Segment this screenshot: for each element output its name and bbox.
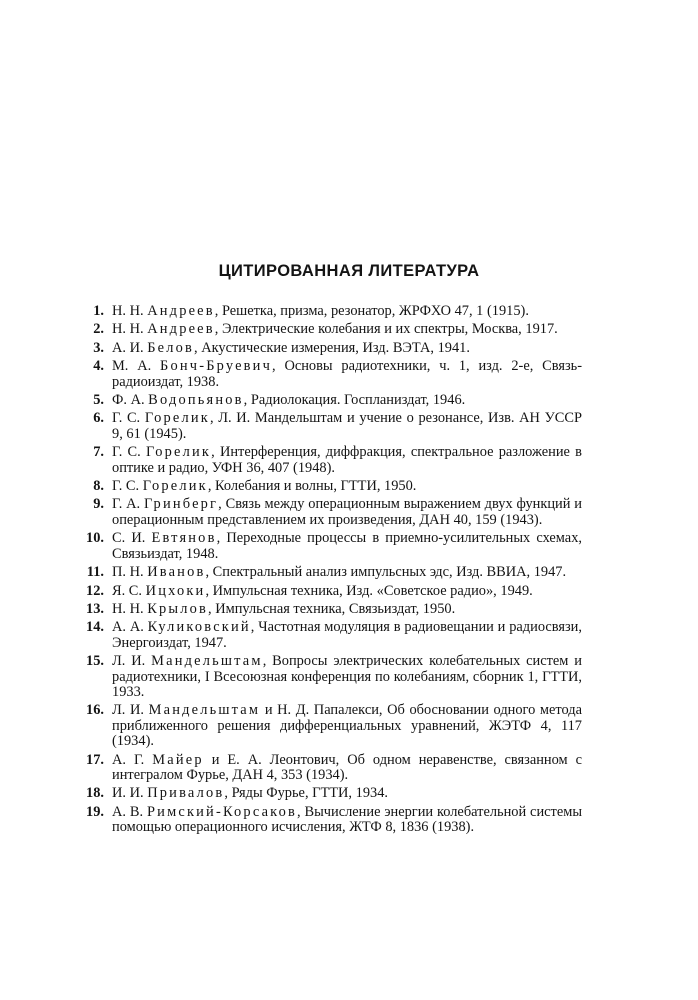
reference-author-initials: Г. А. [112, 496, 141, 513]
reference-author-initials: Г. С. [112, 444, 141, 461]
reference-item [80, 654, 582, 700]
reference-item [80, 565, 582, 580]
reference-number: 12. [86, 582, 104, 599]
reference-list [80, 304, 582, 839]
reference-author-initials: Л. И. [112, 653, 146, 670]
reference-number: 17. [86, 751, 104, 768]
reference-author-initials: А. В. [112, 803, 144, 820]
reference-text: , Основы радиотехники, ч. 1, изд. 2-е, Связь-радиоиздат, 1938. [112, 358, 582, 390]
reference-number: 8. [93, 478, 104, 495]
reference-text: , Вычисление энергии колебательной системы помощью операционного исчисления, ЖТФ 8, 1836 (1938). [112, 803, 582, 836]
reference-item [80, 359, 582, 390]
reference-author-surname: Римский-Корсаков [146, 803, 298, 820]
reference-author-surname: Андреев [147, 321, 215, 338]
reference-number: 15. [86, 653, 104, 670]
reference-item [80, 786, 582, 801]
reference-number: 1. [93, 303, 104, 319]
reference-text: и Н. Д. Папалекси, Об обосновании одного метода приближенного решения дифференциальных уравнений, ЖЭТФ 4, 117 (1934). [112, 702, 582, 750]
reference-author-initials: Н. Н. [112, 321, 144, 338]
reference-number: 16. [86, 702, 104, 719]
reference-text: , Решетка, призма, резонатор, ЖРФХО 47, 1 (1915). [214, 303, 529, 319]
reference-item [80, 584, 582, 599]
reference-author-surname: Куликовский [147, 619, 251, 636]
reference-item [80, 341, 582, 356]
reference-author-initials: И. И. [112, 785, 144, 802]
reference-author-surname: Водопьянов [148, 392, 244, 409]
reference-text: , Интерференция, диффракция, спектральное разложение в оптике и радио, УФН 36, 407 (1948). [112, 444, 582, 476]
reference-author-surname: Гринберг [143, 496, 219, 513]
reference-number: 5. [93, 392, 104, 409]
reference-author-surname: Горелик [144, 410, 210, 427]
reference-author-surname: Андреев [147, 303, 215, 319]
reference-text: , Ряды Фурье, ГТТИ, 1934. [224, 785, 389, 802]
reference-author-surname: Евтянов [151, 530, 217, 547]
reference-item [80, 602, 582, 617]
reference-text: , Электрические колебания и их спектры, Москва, 1917. [214, 321, 558, 338]
reference-text: , Л. И. Мандельштам и учение о резонансе, Изв. АН УССР 9, 61 (1945). [112, 410, 582, 442]
reference-author-surname: Белов [147, 339, 195, 356]
reference-number: 18. [86, 785, 104, 802]
reference-author-surname: Иванов [147, 564, 206, 581]
reference-number: 11. [86, 564, 104, 581]
reference-item [80, 497, 582, 528]
reference-author-initials: П. Н. [112, 564, 144, 581]
reference-author-initials: А. Г. [112, 751, 145, 768]
reference-author-surname: Мандельштам [151, 653, 263, 670]
reference-author-initials: А. А. [112, 619, 144, 636]
reference-author-surname: Горелик [142, 478, 208, 495]
reference-author-initials: Ф. А. [112, 392, 145, 409]
reference-number: 19. [86, 803, 104, 820]
reference-item [80, 620, 582, 651]
reference-author-initials: Н. Н. [112, 303, 144, 319]
reference-author-initials: А. И. [112, 339, 144, 356]
reference-text: , Переходные процессы в приемно-усилительных схемах, Связьиздат, 1948. [112, 530, 582, 562]
reference-number: 13. [86, 600, 104, 617]
reference-author-surname: Бонч-Бруевич [160, 358, 273, 375]
reference-author-surname: Горелик [146, 444, 212, 461]
page-title: ЦИТИРОВАННАЯ ЛИТЕРАТУРА [218, 262, 480, 280]
reference-text: и Е. А. Леонтович, Об одном неравенстве, связанном с интегралом Фурье, ДАН 4, 353 (1934). [112, 751, 582, 783]
reference-text: , Вопросы электрических колебательных систем и радиотехники, I Всесоюзная конференция по колебаниям, сборник 1, ГТТИ, 1933. [112, 653, 582, 700]
reference-number: 3. [93, 339, 104, 356]
reference-item [80, 531, 582, 562]
reference-item [80, 703, 582, 749]
reference-item [80, 753, 582, 784]
reference-author-initials: Л. И. [112, 702, 144, 719]
reference-number: 4. [93, 358, 104, 375]
reference-author-surname: Майер [152, 751, 204, 768]
reference-number: 14. [86, 619, 104, 636]
reference-author-surname: Привалов [147, 785, 225, 802]
reference-text: , Связь между операционным выражением двух функций и операционным представлением их произведения, ДАН 40, 159 (1943). [112, 496, 582, 528]
reference-author-initials: Н. Н. [112, 600, 144, 617]
reference-item [80, 479, 582, 494]
reference-author-initials: С. И. [112, 530, 146, 547]
reference-author-surname: Ицхоки [145, 582, 206, 599]
reference-text: , Радиолокация. Госпланиздат, 1946. [243, 392, 466, 409]
reference-text: , Импульсная техника, Связьиздат, 1950. [208, 600, 456, 617]
reference-author-initials: М. А. [112, 358, 152, 375]
reference-text: , Спектральный анализ импульсных эдс, Изд. ВВИА, 1947. [205, 564, 567, 581]
reference-number: 2. [93, 321, 104, 338]
reference-author-initials: Г. С. [112, 410, 141, 427]
reference-number: 10. [86, 530, 104, 547]
reference-text: , Частотная модуляция в радиовещании и радиосвязи, Энергоиздат, 1947. [112, 619, 582, 651]
reference-author-surname: Мандельштам [148, 702, 261, 719]
reference-number: 7. [93, 444, 104, 461]
reference-number: 9. [93, 496, 104, 513]
reference-item [80, 445, 582, 476]
reference-text: , Акустические измерения, Изд. ВЭТА, 1941. [194, 339, 470, 356]
reference-item [80, 393, 582, 408]
reference-item [80, 411, 582, 442]
reference-author-initials: Г. С. [112, 478, 140, 495]
reference-item [80, 805, 582, 836]
reference-number: 6. [93, 410, 104, 427]
reference-author-initials: Я. С. [112, 582, 142, 599]
reference-text: , Колебания и волны, ГТТИ, 1950. [207, 478, 417, 495]
reference-item [80, 322, 582, 337]
reference-item [80, 304, 582, 319]
reference-author-surname: Крылов [147, 600, 209, 617]
reference-text: , Импульсная техника, Изд. «Советское радио», 1949. [205, 582, 533, 599]
